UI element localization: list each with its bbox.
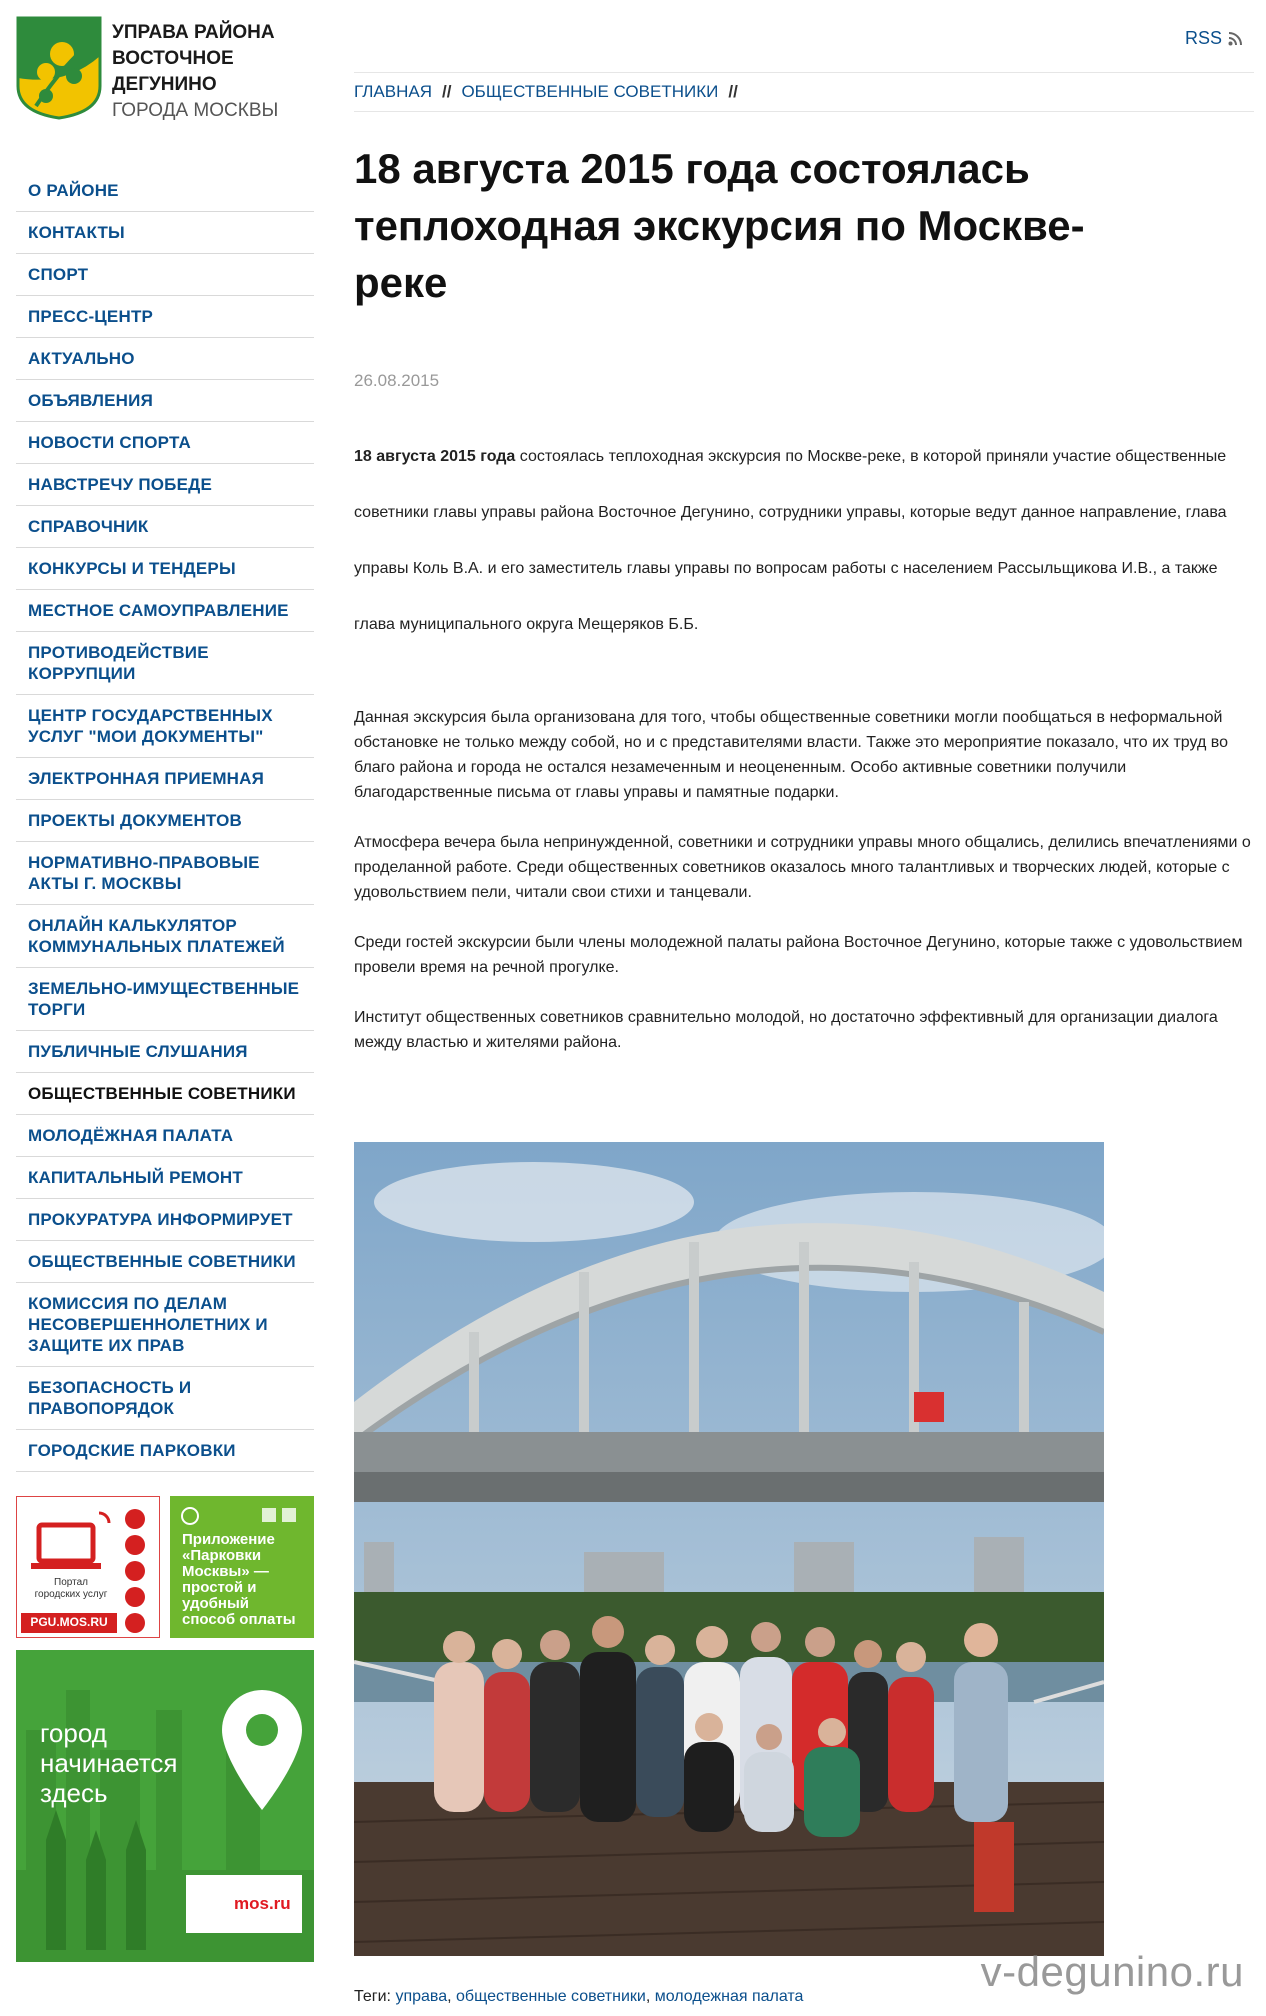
mos-slogan-3: здесь [40, 1778, 108, 1808]
sidebar-nav-link[interactable]: БЕЗОПАСНОСТЬ И ПРАВОПОРЯДОК [28, 1378, 192, 1418]
sidebar-nav-link[interactable]: КОНКУРСЫ И ТЕНДЕРЫ [28, 559, 236, 578]
breadcrumb [354, 72, 1254, 112]
tag-link[interactable]: управа [395, 1988, 448, 2005]
article-paragraph: Среди гостей экскурсии были члены молодежной палаты района Восточное Дегунино, которые также с удовольствием провели время на речной прогулке. [354, 934, 1243, 976]
sidebar-nav-item [16, 1283, 314, 1367]
logo-line-1: УПРАВА РАЙОНА [112, 22, 275, 43]
breadcrumb-home[interactable]: ГЛАВНАЯ [354, 82, 432, 101]
sidebar-nav-item [16, 1031, 314, 1073]
sidebar-nav-link[interactable]: ОБЪЯВЛЕНИЯ [28, 391, 153, 410]
article-photo [354, 1142, 1104, 1956]
sidebar-nav-item [16, 338, 314, 380]
pgu-domain: PGU.MOS.RU [30, 1615, 108, 1629]
sidebar-nav-link[interactable]: КОНТАКТЫ [28, 223, 125, 242]
sidebar-nav-link[interactable]: ПРЕСС-ЦЕНТР [28, 307, 154, 326]
site-watermark: v-degunino.ru [980, 1948, 1244, 1995]
sidebar-nav-link[interactable]: ПРОТИВОДЕЙСТВИЕ КОРРУПЦИИ [28, 643, 209, 683]
sidebar-nav-item [16, 170, 314, 212]
pgu-caption-2: городских услуг [34, 1589, 108, 1600]
sidebar-nav-item [16, 380, 314, 422]
sidebar-nav-link[interactable]: НОВОСТИ СПОРТА [28, 433, 191, 452]
sidebar-nav-link[interactable]: НОРМАТИВНО-ПРАВОВЫЕ АКТЫ Г. МОСКВЫ [28, 853, 260, 893]
sidebar-nav-item [16, 842, 314, 905]
article-paragraph: Институт общественных советников сравнительно молодой, но достаточно эффективный для организации диалога между властью и жителями района. [354, 1009, 1218, 1051]
sidebar-nav-link[interactable]: ОБЩЕСТВЕННЫЕ СОВЕТНИКИ [28, 1252, 296, 1271]
lead-date-bold: 18 августа 2015 года [354, 448, 516, 465]
mos-ru-domain: mos.ru [234, 1894, 291, 1913]
sidebar-nav-link[interactable]: КОМИССИЯ ПО ДЕЛАМ НЕСОВЕРШЕННОЛЕТНИХ И ЗАЩИТЕ ИХ ПРАВ [28, 1294, 268, 1355]
sidebar-nav-item [16, 464, 314, 506]
pgu-banner[interactable] [16, 1496, 160, 1638]
sidebar [16, 170, 314, 1962]
article-tags: Теги: управа, общественные советники, молодежная палата [354, 1988, 804, 2005]
sidebar-nav-item [16, 1241, 314, 1283]
site-logo[interactable] [16, 16, 316, 124]
rss-icon [1228, 32, 1242, 46]
sidebar-nav-link[interactable]: СПОРТ [28, 265, 89, 284]
sidebar-nav-link[interactable]: ПРОКУРАТУРА ИНФОРМИРУЕТ [28, 1210, 293, 1229]
tag-link[interactable]: молодежная палата [654, 1988, 804, 2005]
sidebar-nav-link[interactable]: ПРОЕКТЫ ДОКУМЕНТОВ [28, 811, 242, 830]
article-paragraph: Атмосфера вечера была непринужденной, советники и сотрудники управы много общались, делились впечатлениями о проделанной работе. Среди общественных советников оказалось много талантливых и творческих людей, которые с удовольствием пели, читали свои стихи и танцевали. [354, 834, 1251, 901]
parking-app-icons [170, 1496, 314, 1536]
sidebar-nav-link[interactable]: НАВСТРЕЧУ ПОБЕДЕ [28, 475, 212, 494]
sidebar-nav-item [16, 968, 314, 1031]
parking-text: Приложение «Парковки Москвы» — простой и удобный способ оплаты [182, 1531, 296, 1628]
breadcrumb-separator: // [728, 82, 738, 101]
sidebar-nav-item [16, 1115, 314, 1157]
rss-link[interactable] [1185, 28, 1242, 49]
sidebar-nav-link[interactable]: МЕСТНОЕ САМОУПРАВЛЕНИЕ [28, 601, 289, 620]
sidebar-nav-link[interactable]: ПУБЛИЧНЫЕ СЛУШАНИЯ [28, 1042, 248, 1061]
mos-ru-badge [186, 1875, 302, 1933]
tag-link[interactable]: общественные советники [456, 1988, 646, 2005]
sidebar-nav-link[interactable]: ЗЕМЕЛЬНО-ИМУЩЕСТВЕННЫЕ ТОРГИ [28, 979, 300, 1019]
pgu-caption-1: Портал [54, 1577, 88, 1588]
district-emblem-icon [16, 16, 102, 120]
logo-line-3: ГОРОДА МОСКВЫ [112, 100, 279, 121]
banner-row [16, 1496, 314, 1638]
sidebar-nav-item [16, 590, 314, 632]
tags-label: Теги: [354, 1988, 391, 2005]
sidebar-nav-link[interactable]: ЦЕНТР ГОСУДАРСТВЕННЫХ УСЛУГ "МОИ ДОКУМЕНТЫ" [28, 706, 273, 746]
sidebar-nav-link[interactable]: КАПИТАЛЬНЫЙ РЕМОНТ [28, 1168, 243, 1187]
breadcrumb-section[interactable]: ОБЩЕСТВЕННЫЕ СОВЕТНИКИ [461, 82, 719, 101]
sidebar-nav-link[interactable]: МОЛОДЁЖНАЯ ПАЛАТА [28, 1126, 234, 1145]
sidebar-nav-item [16, 905, 314, 968]
sidebar-nav-item [16, 506, 314, 548]
sidebar-nav-item [16, 1157, 314, 1199]
lead-text: состоялась теплоходная экскурсия по Москве-реке, в которой приняли участие общественные советники главы управы района Восточное Дегунино, сотрудники управы, которые ведут данное направление, глава управы Коль В.А. и его заместитель главы управы по вопросам работы с населением Рассыльщикова И.В., а также глава муниципального округа Мещеряков Б.Б. [354, 448, 1227, 633]
sidebar-nav-link[interactable]: О РАЙОНЕ [28, 181, 119, 200]
article [354, 140, 1254, 1055]
sidebar-nav-item [16, 296, 314, 338]
article-paragraph: Данная экскурсия была организована для того, чтобы общественные советники могли пообщаться в неформальной обстановке не только между собой, но и с представителями власти. Также это мероприятие показало, что их труд во благо района и города не остался незамеченным и неоцененным. Особо активные советники получили благодарственные письма от главы управы и памятные подарки. [354, 709, 1228, 801]
sidebar-nav-item [16, 800, 314, 842]
sidebar-nav [16, 170, 314, 1472]
mos-ru-banner[interactable] [16, 1650, 314, 1962]
sidebar-nav-item [16, 695, 314, 758]
sidebar-nav-item [16, 1199, 314, 1241]
sidebar-nav-link[interactable]: ЭЛЕКТРОННАЯ ПРИЕМНАЯ [28, 769, 265, 788]
article-title: 18 августа 2015 года состоялась теплоходная экскурсия по Москве-реке [354, 145, 1085, 306]
sidebar-nav-item [16, 254, 314, 296]
article-lead [354, 429, 1254, 653]
sidebar-nav-item [16, 1430, 314, 1472]
breadcrumb-separator: // [441, 82, 452, 101]
parking-app-banner[interactable] [170, 1496, 314, 1638]
group-photo-image [354, 1142, 1104, 1956]
sidebar-nav-link[interactable]: СПРАВОЧНИК [28, 517, 149, 536]
mos-slogan-2: начинается [40, 1748, 178, 1778]
mos-slogan-1: город [40, 1718, 107, 1748]
sidebar-nav-link[interactable]: ОНЛАЙН КАЛЬКУЛЯТОР КОММУНАЛЬНЫХ ПЛАТЕЖЕЙ [28, 916, 285, 956]
sidebar-nav-item [16, 548, 314, 590]
sidebar-nav-item [16, 1367, 314, 1430]
article-date: 26.08.2015 [354, 371, 440, 390]
logo-line-2: ВОСТОЧНОЕ ДЕГУНИНО [112, 48, 234, 95]
sidebar-nav-item [16, 422, 314, 464]
sidebar-nav-item [16, 212, 314, 254]
sidebar-nav-item [16, 632, 314, 695]
sidebar-nav-link[interactable]: ГОРОДСКИЕ ПАРКОВКИ [28, 1441, 236, 1460]
sidebar-nav-link[interactable]: АКТУАЛЬНО [28, 349, 135, 368]
rss-label: RSS [1184, 28, 1222, 48]
sidebar-nav-item [16, 758, 314, 800]
sidebar-nav-item [16, 1073, 314, 1115]
sidebar-nav-link[interactable]: ОБЩЕСТВЕННЫЕ СОВЕТНИКИ [28, 1084, 296, 1103]
